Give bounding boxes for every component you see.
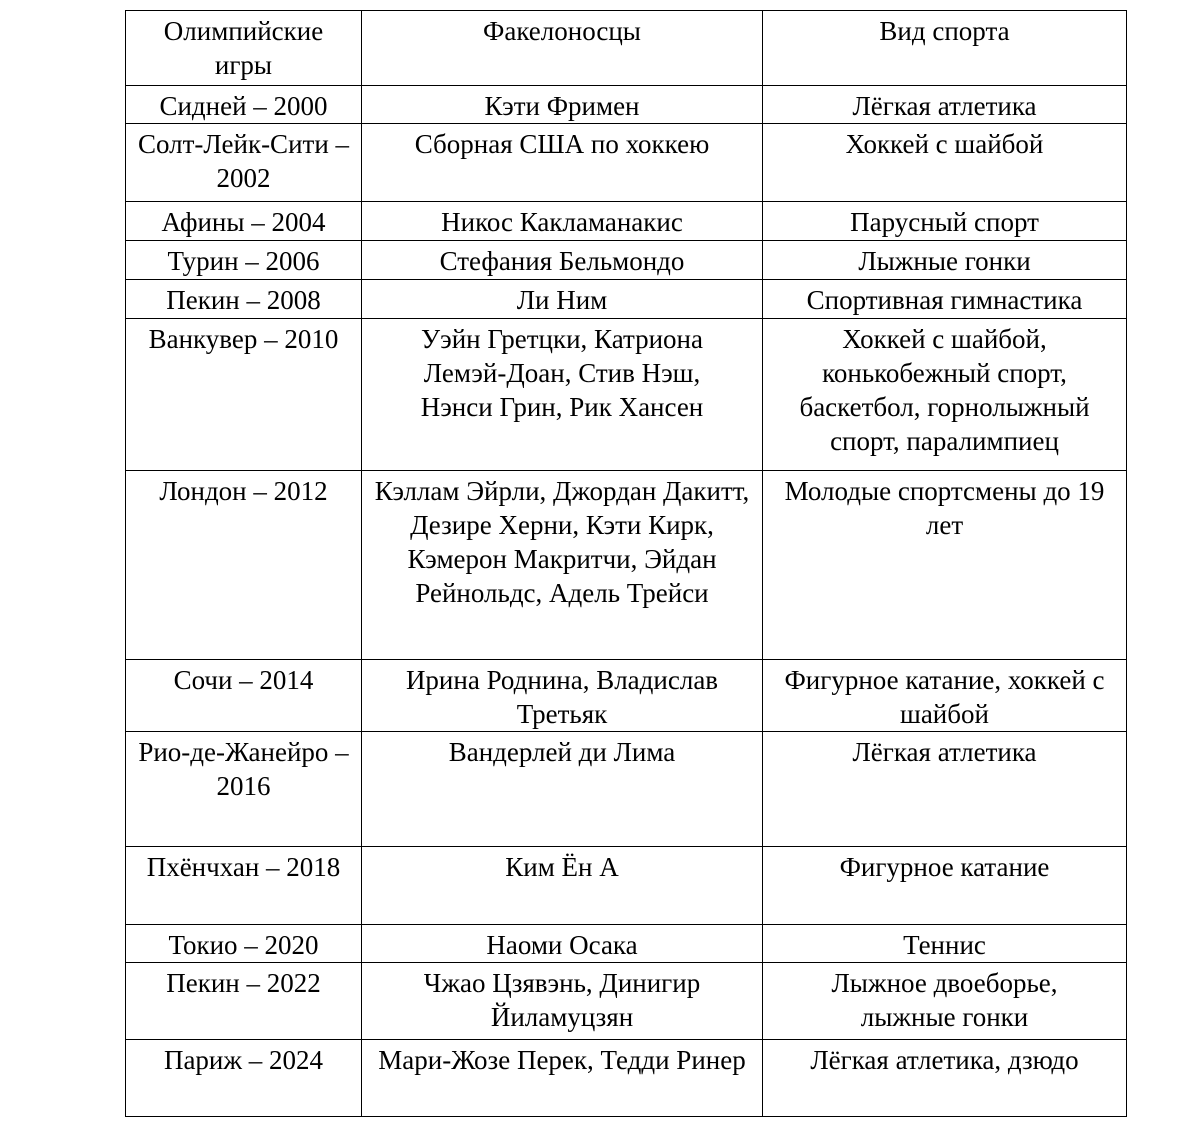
cell-sport: Лёгкая атлетика (763, 732, 1127, 847)
cell-games: Париж – 2024 (126, 1040, 362, 1117)
header-games: Олимпийские игры (126, 11, 362, 86)
cell-bearers: Уэйн Гретцки, Катриона Лемэй-Доан, Стив Нэш, Нэнси Грин, Рик Хансен (362, 319, 763, 471)
cell-sport: Лыжное двоеборье, лыжные гонки (763, 963, 1127, 1040)
table-row (126, 86, 1127, 124)
cell-sport: Хоккей с шайбой, конькобежный спорт, баскетбол, горнолыжный спорт, паралимпиец (763, 319, 1127, 471)
cell-sport: Парусный спорт (763, 202, 1127, 241)
cell-sport: Лыжные гонки (763, 241, 1127, 280)
table-row (126, 124, 1127, 202)
table-row (126, 202, 1127, 241)
table-row (126, 241, 1127, 280)
cell-sport: Лёгкая атлетика (763, 86, 1127, 124)
cell-games: Пекин – 2022 (126, 963, 362, 1040)
cell-bearers: Мари-Жозе Перек, Тедди Ринер (362, 1040, 763, 1117)
cell-sport: Лёгкая атлетика, дзюдо (763, 1040, 1127, 1117)
cell-bearers: Никос Какламанакис (362, 202, 763, 241)
cell-bearers: Кэти Фримен (362, 86, 763, 124)
header-row (126, 11, 1127, 86)
cell-bearers: Стефания Бельмондо (362, 241, 763, 280)
table-row (126, 471, 1127, 660)
table-row (126, 925, 1127, 963)
cell-games: Пекин – 2008 (126, 280, 362, 319)
cell-bearers: Кэллам Эйрли, Джордан Дакитт, Дезире Херни, Кэти Кирк, Кэмерон Макритчи, Эйдан Рейнольдс, Адель Трейси (362, 471, 763, 660)
cell-games: Токио – 2020 (126, 925, 362, 963)
cell-games: Сидней – 2000 (126, 86, 362, 124)
table-row (126, 1040, 1127, 1117)
cell-games: Ванкувер – 2010 (126, 319, 362, 471)
cell-games: Афины – 2004 (126, 202, 362, 241)
cell-sport: Фигурное катание (763, 847, 1127, 925)
cell-games: Рио-де-Жанейро – 2016 (126, 732, 362, 847)
cell-bearers: Чжао Цзявэнь, Динигир Йиламуцзян (362, 963, 763, 1040)
table-row (126, 732, 1127, 847)
table-row (126, 847, 1127, 925)
torch-bearers-table (125, 10, 1127, 1117)
cell-sport: Хоккей с шайбой (763, 124, 1127, 202)
table-row (126, 963, 1127, 1040)
cell-bearers: Вандерлей ди Лима (362, 732, 763, 847)
cell-sport: Теннис (763, 925, 1127, 963)
cell-bearers: Сборная США по хоккею (362, 124, 763, 202)
cell-sport: Спортивная гимнастика (763, 280, 1127, 319)
cell-games: Турин – 2006 (126, 241, 362, 280)
cell-sport: Фигурное катание, хоккей с шайбой (763, 660, 1127, 732)
cell-sport: Молодые спортсмены до 19 лет (763, 471, 1127, 660)
cell-bearers: Ирина Роднина, Владислав Третьяк (362, 660, 763, 732)
header-sport: Вид спорта (763, 11, 1127, 86)
table-row (126, 280, 1127, 319)
cell-bearers: Ким Ён А (362, 847, 763, 925)
table-row (126, 660, 1127, 732)
cell-bearers: Наоми Осака (362, 925, 763, 963)
cell-games: Лондон – 2012 (126, 471, 362, 660)
cell-games: Сочи – 2014 (126, 660, 362, 732)
cell-games: Пхёнчхан – 2018 (126, 847, 362, 925)
cell-games: Солт-Лейк-Сити – 2002 (126, 124, 362, 202)
table-row (126, 319, 1127, 471)
header-bearers: Факелоносцы (362, 11, 763, 86)
cell-bearers: Ли Ним (362, 280, 763, 319)
